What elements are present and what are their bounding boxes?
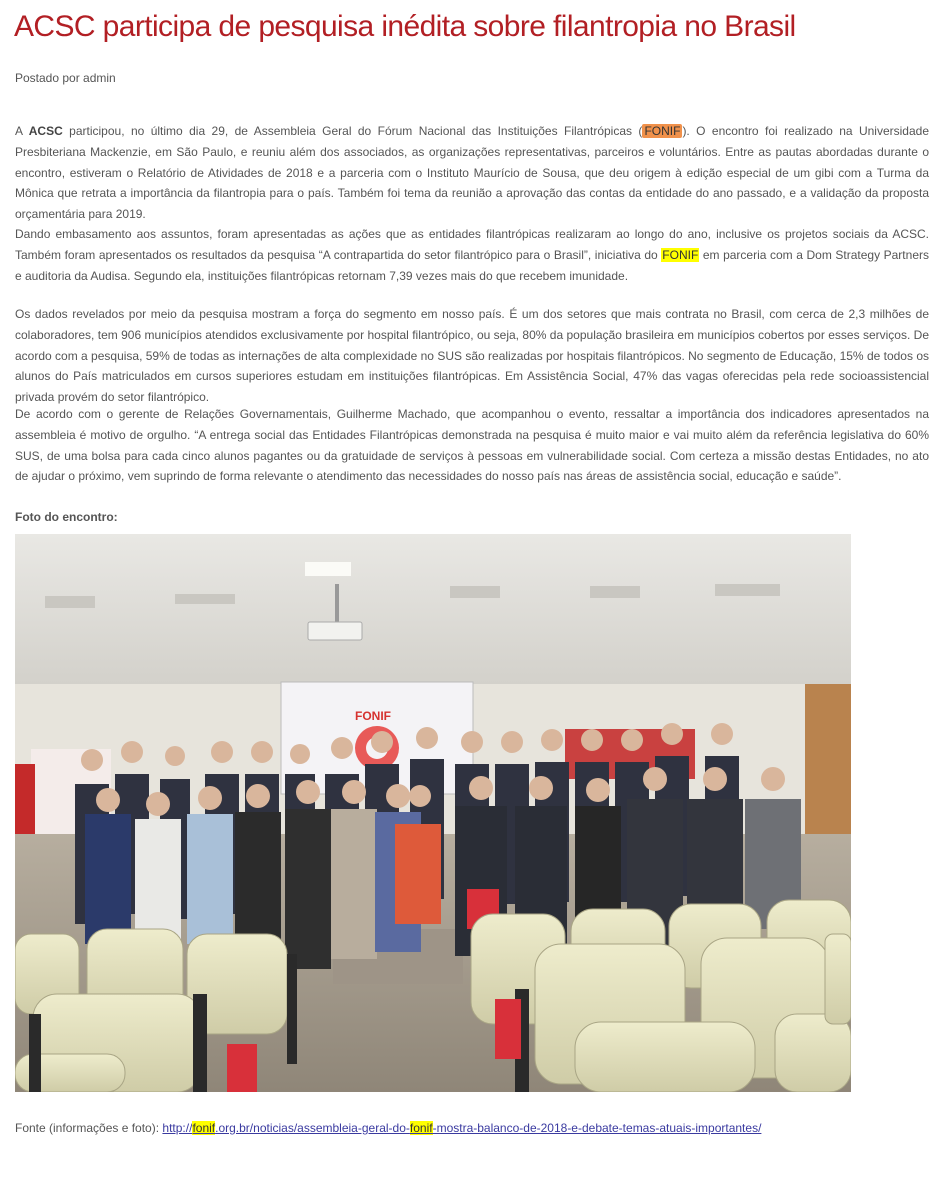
p1-text-a: A bbox=[15, 124, 29, 138]
article-title: ACSC participa de pesquisa inédita sobre filantropia no Brasil bbox=[14, 10, 796, 43]
source-link[interactable] bbox=[162, 1121, 761, 1135]
post-author: Postado por admin bbox=[15, 71, 116, 85]
p1-text-c: ). O encontro foi realizado na Universidade Presbiteriana Mackenzie, em São Paulo, e reuniu além dos associados, as organizações representativas, parceiros e voluntários. Entre as pautas abordadas durante o encontro, estiveram o Relatório de Atividades de 2018 e a parceria com o Instituto Maurício de Sousa, que deu origem à edição especial de um gibi com a Turma da Mônica que retrata a importância da filantropia para o país. Também foi tema da reunião a aprovação das contas da entidade do ano passado, e a validação da proposta orçamentária para 2019. bbox=[15, 124, 929, 222]
photo-caption: Foto do encontro: bbox=[15, 510, 118, 524]
source-link-part: .org.br/noticias/assembleia-geral-do- bbox=[215, 1121, 410, 1135]
event-photo bbox=[15, 534, 851, 1092]
source-line bbox=[15, 1121, 761, 1135]
screen-logo-text: FONIF bbox=[355, 709, 391, 723]
source-label: Fonte (informações e foto): bbox=[15, 1121, 163, 1135]
fonif-highlight: FONIF bbox=[644, 124, 681, 138]
paragraph-2 bbox=[15, 224, 929, 286]
p2-text-a: Dando embasamento aos assuntos, foram apresentadas as ações que as entidades filantrópicas realizaram ao longo do ano, inclusive os projetos sociais da ACSC. Também foram apresentados os resultados da pesquisa “A contrapartida do setor filantrópico para o Brasil”, iniciativa do bbox=[15, 227, 929, 262]
p2-text-b: em parceria com a Dom Strategy Partners e auditoria da Audisa. Segundo ela, instituições filantrópicas retornam 7,39 vezes mais do que recebem imunidade. bbox=[15, 247, 929, 283]
source-link-part: http:// bbox=[162, 1121, 193, 1135]
fonif-highlight: fonif bbox=[409, 1121, 433, 1135]
fonif-highlight: fonif bbox=[192, 1121, 216, 1135]
source-link-part: -mostra-balanco-de-2018-e-debate-temas-atuais-importantes/ bbox=[432, 1121, 762, 1135]
acsc-bold: ACSC bbox=[28, 124, 63, 138]
paragraph-1 bbox=[15, 121, 929, 225]
paragraph-4: De acordo com o gerente de Relações Governamentais, Guilherme Machado, que acompanhou o evento, ressaltar a importância dos indicadores apresentados na assembleia é motivo de orgulho. “A entrega social das Entidades Filantrópicas demonstrada na pesquisa é muito maior e vai muito além da referência legislativa do 60% SUS, de uma bolsa para cada cinco alunos pagantes ou da gratuidade de serviços à pessoas em vulnerabilidade social. Com certeza a missão destas Entidades, no ato de ajudar o próximo, vem suprindo de forma relevante o atendimento das necessidades do nosso país nas áreas de assistência social, educação e saúde”. bbox=[15, 407, 929, 484]
fonif-highlight: FONIF bbox=[662, 247, 699, 262]
event-photo-illustration bbox=[15, 534, 851, 1092]
p1-text-b: participou, no último dia 29, de Assembleia Geral do Fórum Nacional das Instituições Filantrópicas ( bbox=[62, 124, 643, 138]
paragraph-3: Os dados revelados por meio da pesquisa mostram a força do segmento em nosso país. É um dos setores que mais contrata no Brasil, com cerca de 2,3 milhões de colaboradores, tem 906 municípios atendidos exclusivamente por hospital filantrópico, ou seja, 80% da população brasileira em municípios cobertos por esses serviços. De acordo com a pesquisa, 59% de todas as internações de alta complexidade no SUS são realizadas por hospitais filantrópicos. No segmento de Educação, 15% de todos os alunos do País matriculados em cursos superiores estudam em instituições filantrópicas. Em Assistência Social, 47% das vagas oferecidas pela rede socioassistencial privada provém do setor filantrópico. bbox=[15, 307, 929, 405]
